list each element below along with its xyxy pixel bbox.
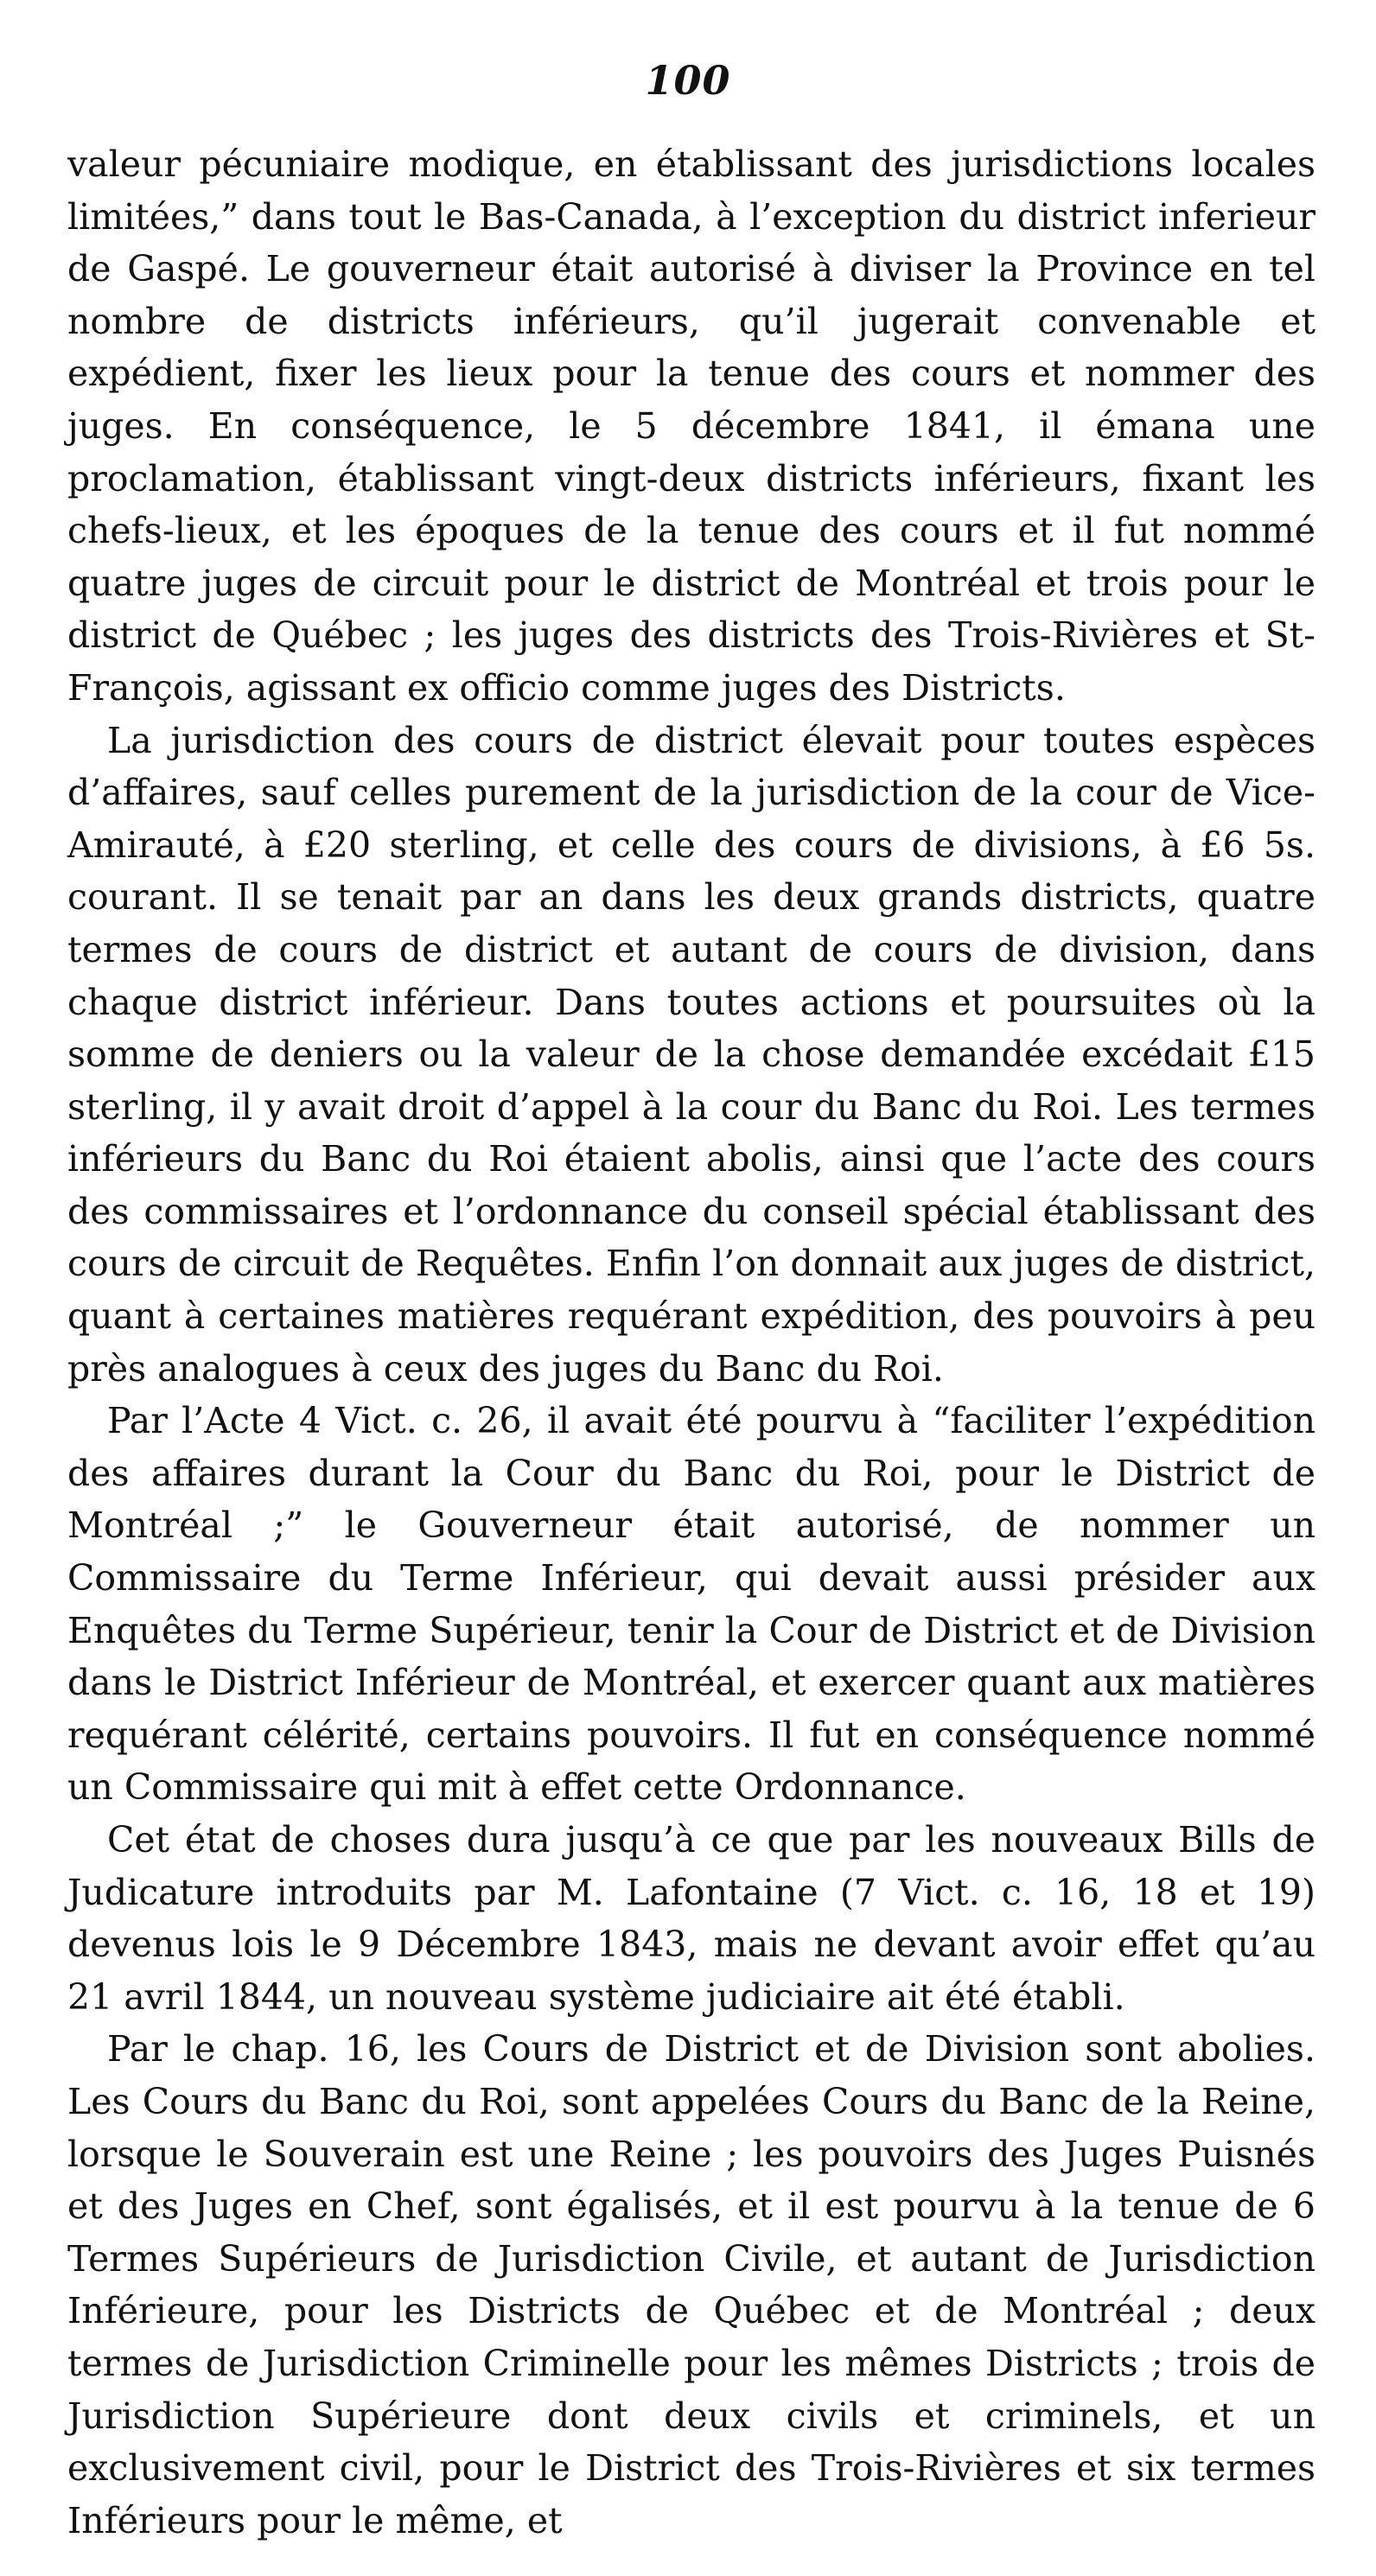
paragraph-3: Par l’Acte 4 Vict. c. 26, il avait été pourvu à “faciliter l’expédition des affaires durant la Cour du Banc du Roi, pour le District de Montréal ;” le Gouverneur était autorisé, de nommer un Commissaire du Terme Inférieur, qui devait aussi présider aux Enquêtes du Terme Supérieur, tenir la Cour de District et de Division dans le District Inférieur de Montréal, et exercer quant aux matières requérant célérité, certains pouvoirs. Il fut en conséquence nommé un Commissaire qui mit à effet cette Ordonnance.: [67, 1400, 1315, 1809]
paragraph-2: La jurisdiction des cours de district élevait pour toutes espèces d’affaires, sauf celles purement de la jurisdiction de la cour de Vice-Amirauté, à £20 sterling, et celle des cours de divisions, à £6 5s. courant. Il se tenait par an dans les deux grands districts, quatre termes de cours de district et autant de cours de division, dans chaque district inférieur. Dans toutes actions et poursuites où la somme de deniers ou la valeur de la chose demandée excédait £15 sterling, il y avait droit d’appel à la cour du Banc du Roi. Les termes inférieurs du Banc du Roi étaient abolis, ainsi que l’acte des cours des commissaires et l’ordonnance du conseil spécial établissant des cours de circuit de Requêtes. Enfin l’on donnait aux juges de district, quant à certaines matières requérant expédition, des pouvoirs à peu près analogues à ceux des juges du Banc du Roi.: [67, 719, 1315, 1390]
paragraph-5: Par le chap. 16, les Cours de District et de Division sont abolies. Les Cours du Banc du Roi, sont appelées Cours du Banc de la Reine, lorsque le Souverain est une Reine ; les pouvoirs des Juges Puisnés et des Juges en Chef, sont égalisés, et il est pourvu à la tenue de 6 Termes Supérieurs de Jurisdiction Civile, et autant de Jurisdiction Inférieure, pour les Districts de Québec et de Montréal ; deux termes de Jurisdiction Criminelle pour les mêmes Districts ; trois de Jurisdiction Supérieure dont deux civils et criminels, et un exclusivement civil, pour le District des Trois-Rivières et six termes Inférieurs pour le même, et: [67, 2028, 1315, 2541]
page-number: 100: [645, 57, 731, 104]
body-text: [67, 138, 1315, 2547]
paragraph-4: Cet état de choses dura jusqu’à ce que par les nouveaux Bills de Judicature introduits par M. Lafontaine (7 Vict. c. 16, 18 et 19) devenus lois le 9 Décembre 1843, mais ne devant avoir effet qu’au 21 avril 1844, un nouveau système judiciaire ait été établi.: [67, 1819, 1315, 2018]
paragraph-1: valeur pécuniaire modique, en établissant des jurisdictions locales limitées,” dans tout le Bas-Canada, à l’exception du district inferieur de Gaspé. Le gouverneur était autorisé à diviser la Province en tel nombre de districts inférieurs, qu’il jugerait convenable et expédient, fixer les lieux pour la tenue des cours et nommer des juges. En conséquence, le 5 décembre 1841, il émana une proclamation, établissant vingt-deux districts inférieurs, fixant les chefs-lieux, et les époques de la tenue des cours et il fut nommé quatre juges de circuit pour le district de Montréal et trois pour le district de Québec ; les juges des districts des Trois-Rivières et St-François, agissant ex officio comme juges des Districts.: [67, 143, 1315, 709]
